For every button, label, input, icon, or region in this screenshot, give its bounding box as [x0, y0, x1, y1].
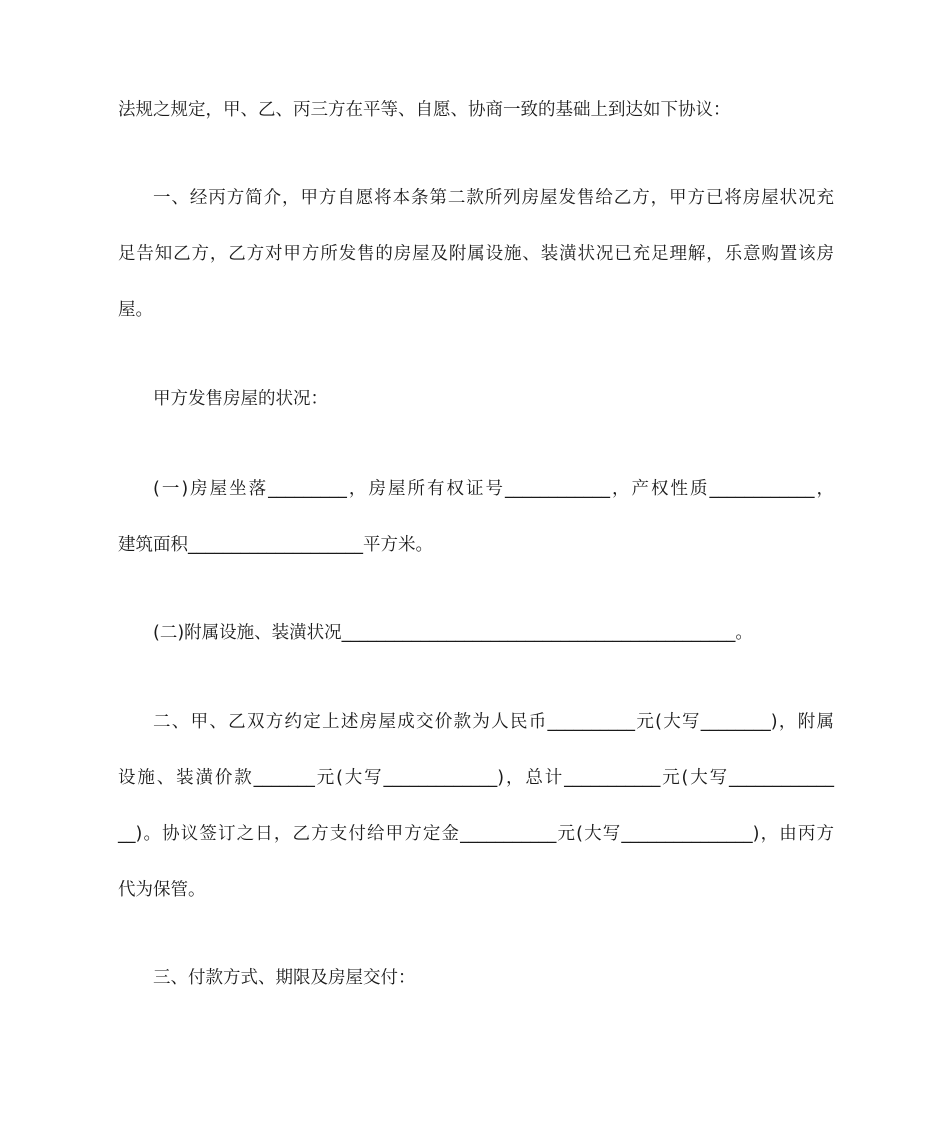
- text-line-13: 三、付款方式、期限及房屋交付：: [153, 968, 416, 988]
- text-line-8: (二)附属设施、装潢状况_____________________________________________。: [153, 623, 753, 643]
- text-line-5: 甲方发售房屋的状况：: [153, 389, 328, 409]
- text-line-10: 设施、装潢价款_______元(大写_____________)，总计___________元(大写____________: [118, 768, 834, 788]
- text-line-11: __)。协议签订之日，乙方支付给甲方定金___________元(大写_______________)，由丙方: [118, 824, 834, 844]
- text-line-7: 建筑面积____________________平方米。: [118, 535, 433, 555]
- text-line-4: 屋。: [118, 300, 153, 320]
- text-line-3: 足告知乙方，乙方对甲方所发售的房屋及附属设施、装潢状况已充足理解，乐意购置该房: [118, 244, 834, 264]
- text-line-12: 代为保管。: [118, 880, 206, 900]
- text-line-1: 法规之规定，甲、乙、丙三方在平等、自愿、协商一致的基础上到达如下协议：: [118, 100, 731, 120]
- text-line-6: (一)房屋坐落_________，房屋所有权证号____________，产权性质____________，: [153, 479, 834, 499]
- text-line-2: 一、经丙方简介，甲方自愿将本条第二款所列房屋发售给乙方，甲方已将房屋状况充: [153, 188, 834, 208]
- text-line-9: 二、甲、乙双方约定上述房屋成交价款为人民币__________元(大写________)，附属: [153, 712, 834, 732]
